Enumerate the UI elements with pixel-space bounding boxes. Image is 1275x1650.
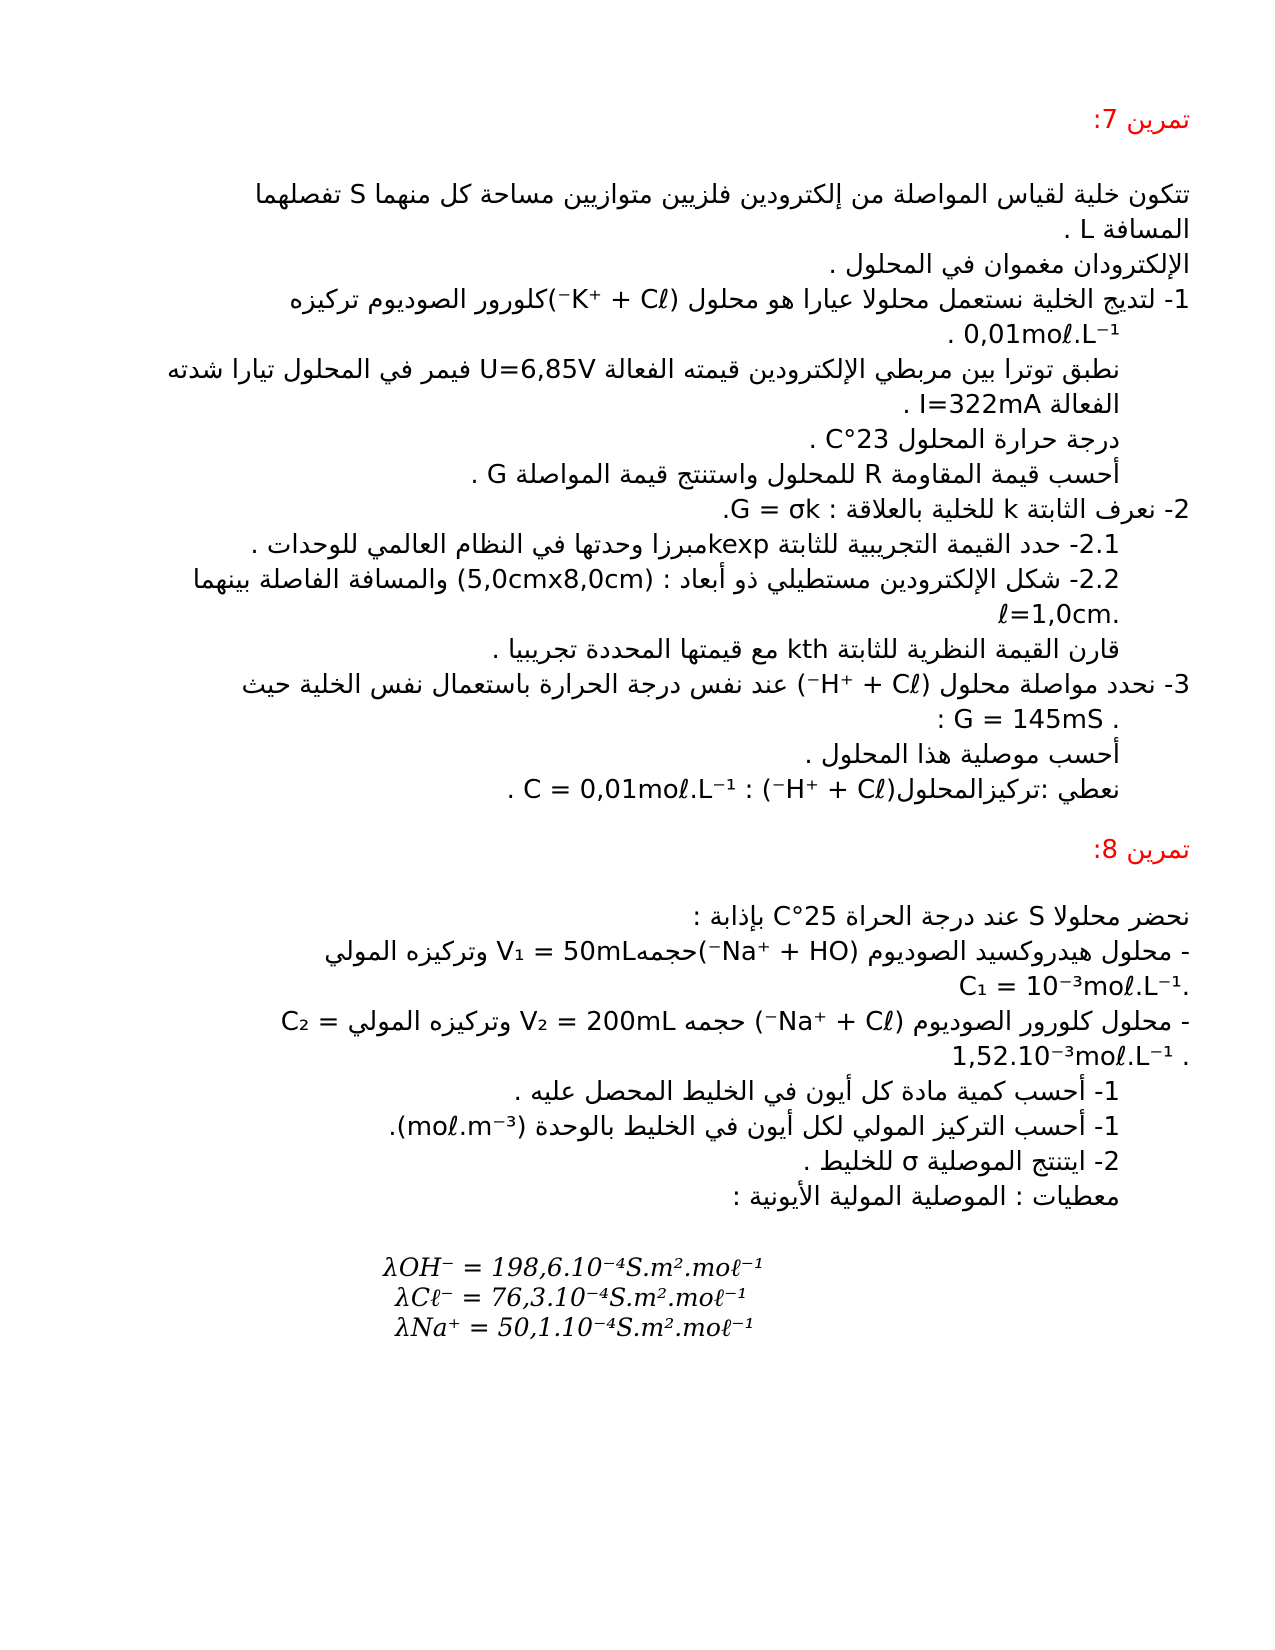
ex7-q3-line-2: : G = 145mS . [936, 705, 1120, 735]
ex7-q2-2-line-1: 2.2- شكل الإلكترودين مستطيلي ذو أبعاد : (5,0cmx8,0cm) والمسافة الفاصلة بينهما [192, 565, 1120, 595]
ex7-q1-line-3: نطبق توترا بين مربطي الإلكترودين قيمته الفعالة U=6,85V فيمر في المحلول تيارا شدته [166, 355, 1120, 385]
exercise-8-heading: تمرين 8: [1092, 835, 1190, 865]
ex7-q2-2-line-2: ℓ=1,0cm. [998, 600, 1120, 630]
lambda-na-equation: λNa⁺ = 50,1.10⁻⁴S.m².moℓ⁻¹ [395, 1313, 755, 1342]
ex7-q3-line-4: نعطي :تركيزالمحلول(H⁺ + Cℓ⁻) : C = 0,01moℓ.L⁻¹ . [506, 775, 1120, 805]
ex8-solution-1-line-2: C₁ = 10⁻³moℓ.L⁻¹. [958, 972, 1190, 1002]
exercise-7-heading: تمرين 7: [1092, 105, 1190, 135]
ex7-q1-line-4: الفعالة I=322mA . [902, 390, 1120, 420]
ex8-data-title: معطيات : الموصلية المولية الأيونية : [731, 1182, 1120, 1212]
ex7-q1-line-6: أحسب قيمة المقاومة R للمحلول واستنتج قيمة المواصلة G . [470, 460, 1120, 490]
ex7-intro-line-2: المسافة L . [1063, 215, 1190, 245]
ex7-q1-line-2: . 0,01moℓ.L⁻¹ [946, 320, 1120, 350]
ex7-q3-line-1: 3- نحدد مواصلة محلول (H⁺ + Cℓ⁻) عند نفس درجة الحرارة باستعمال نفس الخلية حيث [241, 670, 1190, 700]
ex7-q3-line-3: أحسب موصلية هذا المحلول . [804, 740, 1120, 770]
lambda-cl-equation: λCℓ⁻ = 76,3.10⁻⁴S.m².moℓ⁻¹ [395, 1283, 748, 1312]
ex7-intro-line-1: تتكون خلية لقياس المواصلة من إلكترودين فلزيين متوازيين مساحة كل منهما S تفصلهما [254, 180, 1190, 210]
ex7-q1-line-1: 1- لتديج الخلية نستعمل محلولا عيارا هو محلول (K⁺ + Cℓ⁻)كلورور الصوديوم تركيزه [289, 285, 1190, 315]
lambda-oh-equation: λOH⁻ = 198,6.10⁻⁴S.m².moℓ⁻¹ [383, 1253, 764, 1282]
ex8-q2: 2- ايتنتج الموصلية σ للخليط . [802, 1147, 1120, 1177]
ex7-q2-2-line-3: قارن القيمة النظرية للثابتة kth مع قيمتها المحددة تجريبيا . [491, 635, 1120, 665]
ex8-q1b: 1- أحسب التركيز المولي لكل أيون في الخليط بالوحدة (moℓ.m⁻³). [388, 1112, 1120, 1142]
ex8-solution-1-line-1: - محلول هيدروكسيد الصوديوم (Na⁺ + HO⁻)حجمهV₁ = 50mL وتركيزه المولي [324, 937, 1190, 967]
ex7-intro-line-3: الإلكترودان مغموان في المحلول . [828, 250, 1190, 280]
ex7-q2-1: 2.1- حدد القيمة التجريبية للثابتة kexpمبرزا وحدتها في النظام العالمي للوحدات . [250, 530, 1120, 560]
ex8-solution-2-line-1: - محلول كلورور الصوديوم (Na⁺ + Cℓ⁻) حجمه V₂ = 200mL وتركيزه المولي = C₂ [280, 1007, 1190, 1037]
ex7-q2: 2- نعرف الثابتة k للخلية بالعلاقة : G = σk. [721, 495, 1190, 525]
ex8-solution-2-line-2: 1,52.10⁻³moℓ.L⁻¹ . [951, 1042, 1190, 1072]
ex7-q1-line-5: درجة حرارة المحلول 23°C . [808, 425, 1120, 455]
ex8-q1a: 1- أحسب كمية مادة كل أيون في الخليط المحصل عليه . [513, 1077, 1120, 1107]
ex8-intro: نحضر محلولا S عند درجة الحراة 25°C بإذابة : [692, 902, 1190, 932]
